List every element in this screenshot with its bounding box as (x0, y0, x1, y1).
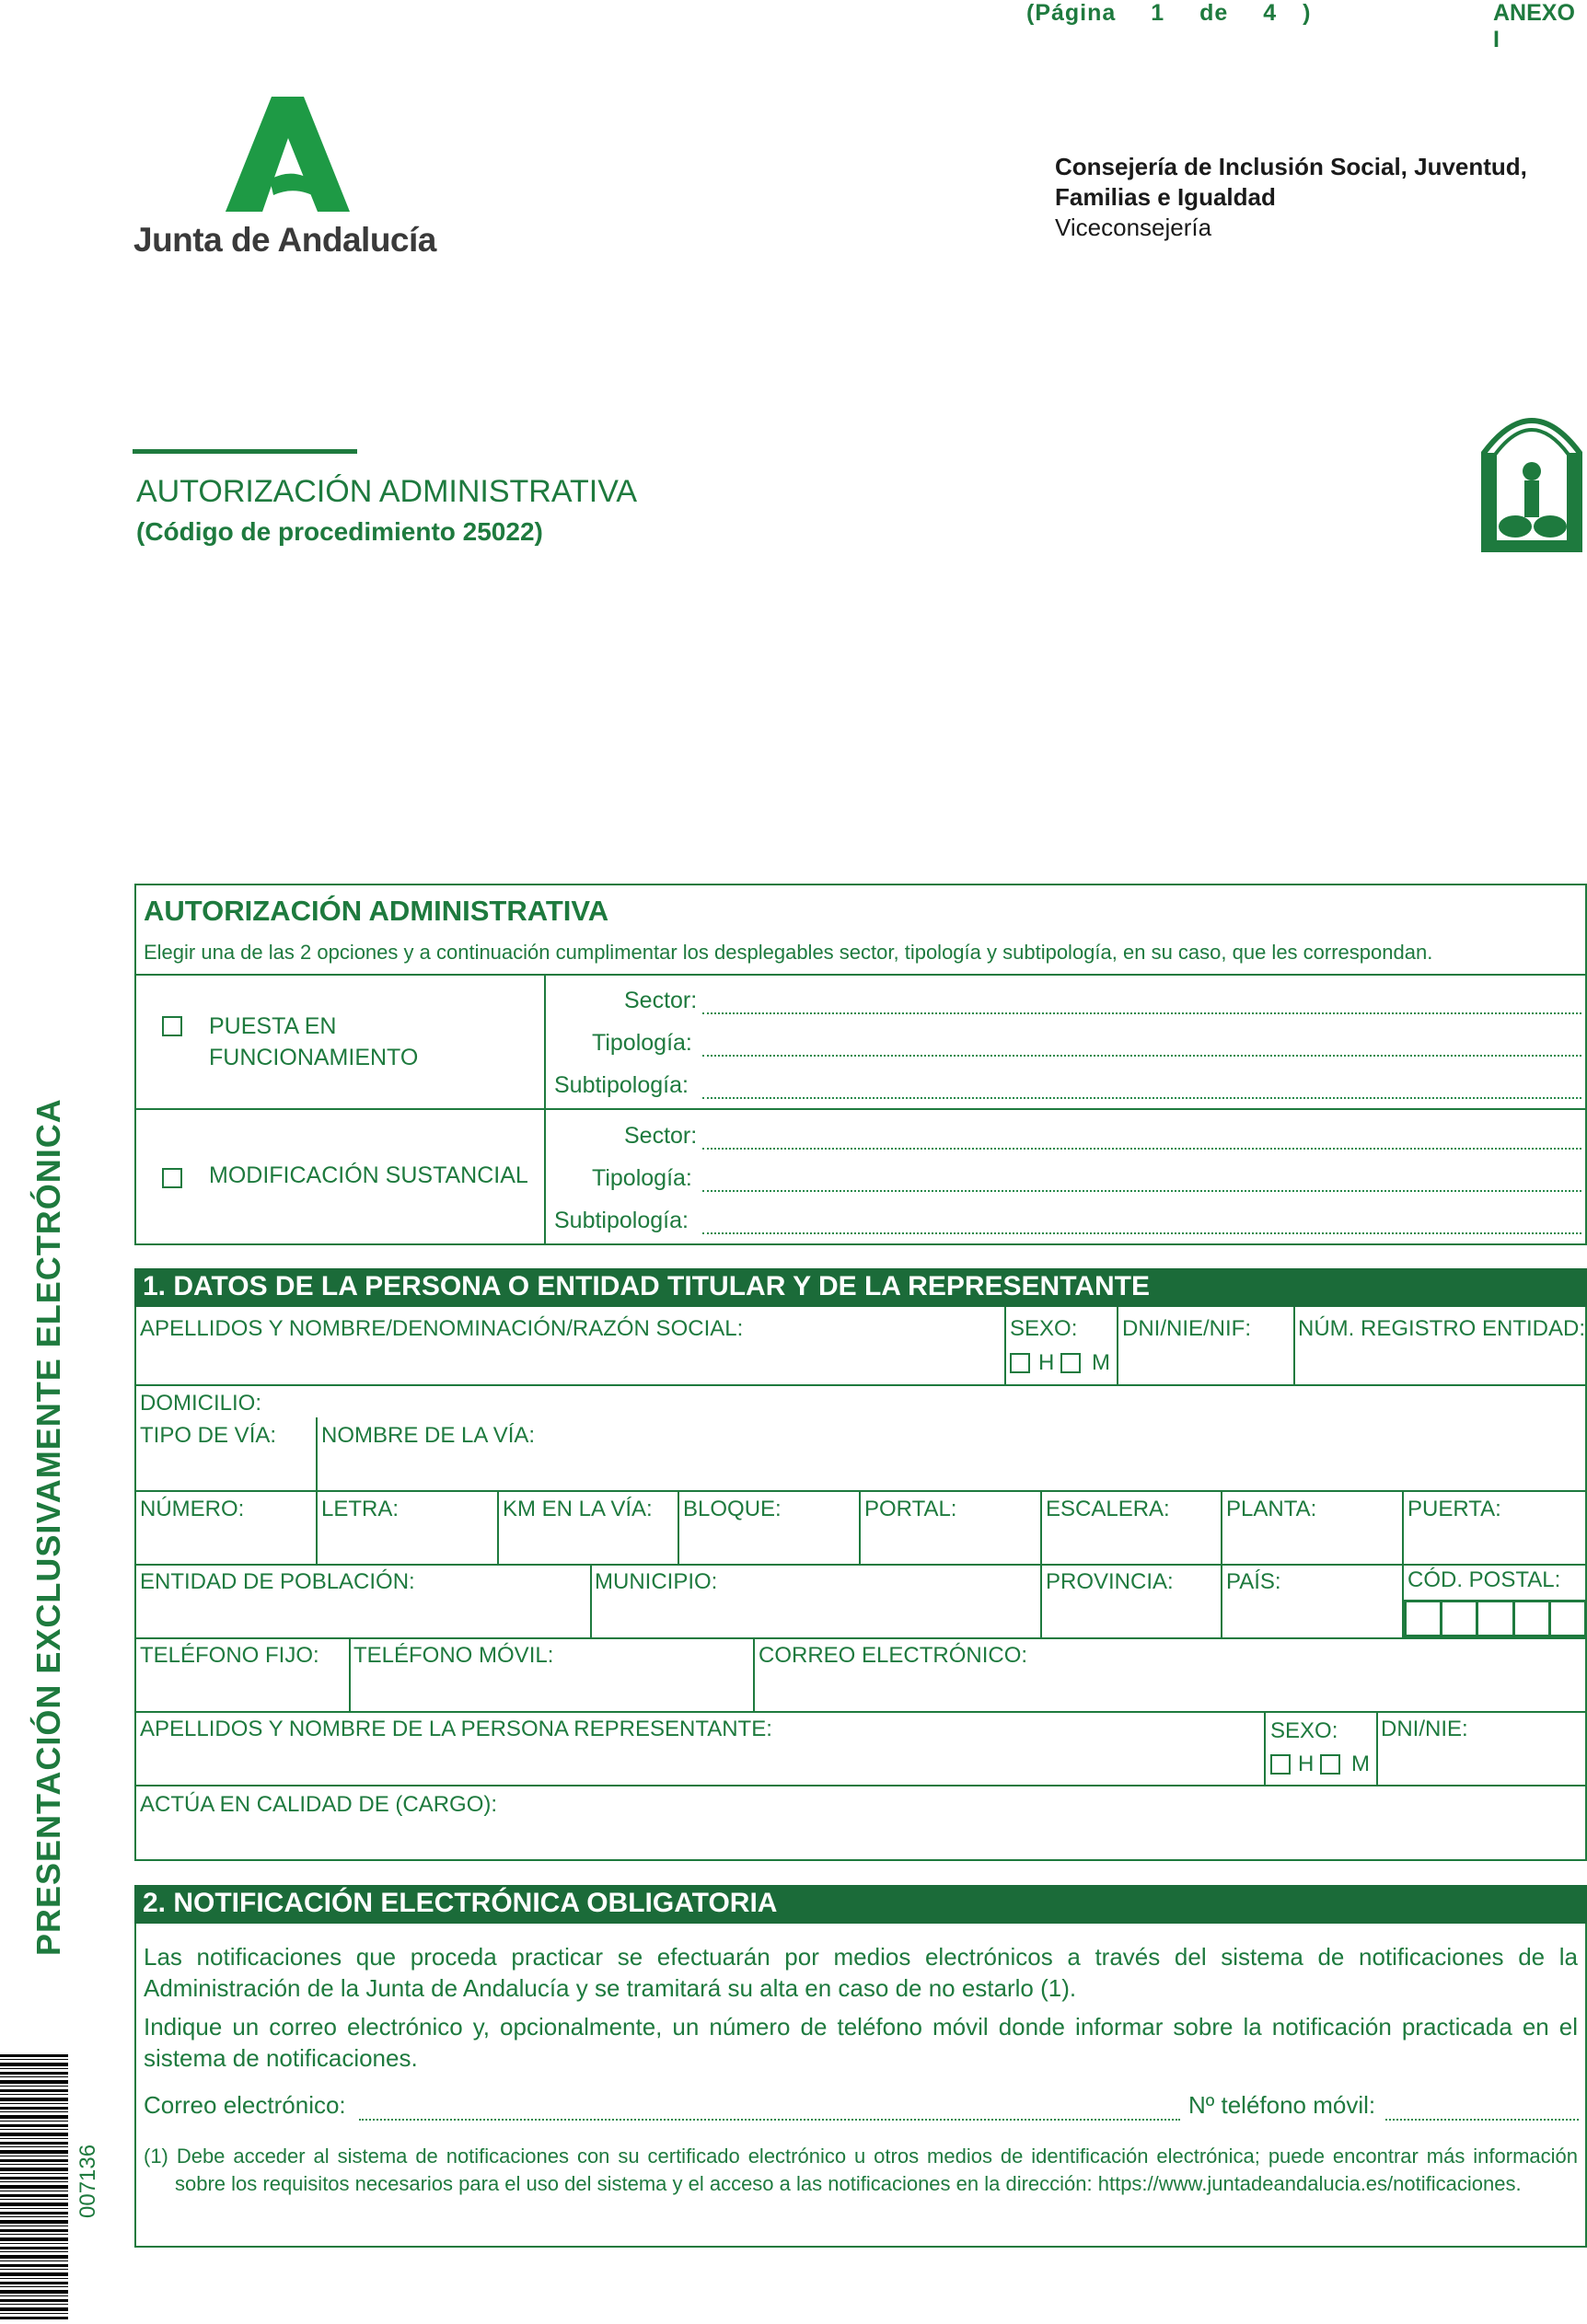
nombre-via-label: NOMBRE DE LA VÍA: (321, 1423, 536, 1448)
sexo-h-label: H (1038, 1350, 1055, 1375)
divider (1264, 1711, 1266, 1785)
authorization-instructions: Elegir una de las 2 opciones y a continuación cumplimentar los desplegables sector, tipología y subtipología, en su caso, que les correspondan. (144, 941, 1433, 964)
section-1-heading: 1. DATOS DE LA PERSONA O ENTIDAD TITULAR Y DE LA REPRESENTANTE (134, 1268, 1587, 1307)
entidad-label: ENTIDAD DE POBLACIÓN: (140, 1569, 415, 1594)
divider (316, 1490, 318, 1564)
divider (1402, 1490, 1404, 1564)
sector-dropdown[interactable] (702, 1146, 1581, 1150)
apellidos-label: APELLIDOS Y NOMBRE/DENOMINACIÓN/RAZÓN SOCIAL: (140, 1316, 744, 1341)
correo-label: CORREO ELECTRÓNICO: (759, 1643, 1028, 1668)
representante-dni-label: DNI/NIE: (1381, 1717, 1468, 1741)
tipologia-label: Tipología: (592, 1165, 692, 1191)
telefono-movil-label: TELÉFONO MÓVIL: (353, 1643, 554, 1668)
org-line-1: Consejería de Inclusión Social, Juventud, (1055, 153, 1527, 180)
divider (544, 974, 546, 1245)
page-suffix: ) (1303, 0, 1312, 26)
barcode-icon (0, 2054, 68, 2321)
divider (859, 1490, 861, 1564)
side-vertical-label: PRESENTACIÓN EXCLUSIVAMENTE ELECTRÓNICA (29, 1098, 67, 1956)
bloque-label: BLOQUE: (683, 1497, 782, 1521)
option-modificacion-label: MODIFICACIÓN SUSTANCIAL (209, 1162, 528, 1188)
document-subtitle: (Código de procedimiento 25022) (136, 517, 543, 546)
sector-label: Sector: (624, 988, 698, 1013)
cod-postal-input[interactable] (1404, 1600, 1587, 1637)
provincia-label: PROVINCIA: (1046, 1569, 1174, 1594)
logo-text: Junta de Andalucía (133, 221, 436, 259)
sexo-h-checkbox[interactable] (1010, 1353, 1030, 1373)
domicilio-label: DOMICILIO: (140, 1391, 262, 1416)
sector-label: Sector: (624, 1123, 698, 1149)
option-puesta-checkbox[interactable] (162, 1016, 182, 1036)
divider (134, 1711, 1587, 1713)
tipologia-dropdown[interactable] (702, 1188, 1581, 1192)
puerta-label: PUERTA: (1407, 1497, 1501, 1521)
cod-postal-digit[interactable] (1548, 1600, 1587, 1637)
divider (1221, 1490, 1222, 1564)
divider (134, 1108, 1587, 1110)
tipo-via-label: TIPO DE VÍA: (140, 1423, 277, 1448)
authorization-heading: AUTORIZACIÓN ADMINISTRATIVA (144, 895, 609, 927)
divider (590, 1564, 592, 1637)
divider (1040, 1564, 1042, 1637)
km-label: KM EN LA VÍA: (503, 1497, 653, 1521)
divider (134, 974, 1587, 976)
sexo-label: SEXO: (1010, 1316, 1078, 1341)
cod-postal-label: CÓD. POSTAL: (1407, 1567, 1561, 1592)
divider (1040, 1490, 1042, 1564)
numero-label: NÚMERO: (140, 1497, 245, 1521)
representante-sexo-m-checkbox[interactable] (1320, 1754, 1340, 1775)
divider (316, 1417, 318, 1491)
notification-email-input[interactable] (359, 2117, 1180, 2121)
divider (1376, 1711, 1378, 1785)
representante-sexo-h-checkbox[interactable] (1270, 1754, 1291, 1775)
municipio-label: MUNICIPIO: (595, 1569, 718, 1594)
page-of: de (1199, 0, 1229, 26)
divider (753, 1637, 755, 1711)
escalera-label: ESCALERA: (1046, 1497, 1170, 1521)
divider (1117, 1307, 1118, 1384)
cod-postal-digit[interactable] (1476, 1600, 1512, 1637)
document-title: AUTORIZACIÓN ADMINISTRATIVA (136, 474, 638, 509)
divider (134, 1384, 1587, 1386)
junta-andalucia-logo-icon (133, 92, 437, 221)
page-number: 1 (1151, 0, 1165, 26)
notification-mobile-input[interactable] (1385, 2117, 1579, 2121)
title-accent-line (133, 449, 357, 454)
divider (678, 1490, 679, 1564)
side-code: 007136 (75, 2144, 100, 2218)
divider (134, 1564, 1587, 1566)
section-2-heading: 2. NOTIFICACIÓN ELECTRÓNICA OBLIGATORIA (134, 1885, 1587, 1924)
andalucia-coat-of-arms-icon (1478, 398, 1585, 552)
tipologia-dropdown[interactable] (702, 1053, 1581, 1057)
subtipologia-label: Subtipología: (554, 1208, 689, 1233)
telefono-fijo-label: TELÉFONO FIJO: (140, 1643, 319, 1668)
portal-label: PORTAL: (864, 1497, 957, 1521)
representante-apellidos-label: APELLIDOS Y NOMBRE DE LA PERSONA REPRESENTANTE: (140, 1717, 772, 1741)
cod-postal-digit[interactable] (1512, 1600, 1548, 1637)
divider (1293, 1307, 1295, 1384)
org-line-3: Viceconsejería (1055, 214, 1212, 241)
num-registro-label: NÚM. REGISTRO ENTIDAD: (1298, 1316, 1586, 1341)
representante-sexo-label: SEXO: (1270, 1718, 1338, 1743)
divider (1004, 1307, 1006, 1384)
notification-email-label: Correo electrónico: (144, 2091, 346, 2119)
organisation-block (1055, 152, 1527, 243)
sector-dropdown[interactable] (702, 1011, 1581, 1014)
subtipologia-dropdown[interactable] (702, 1231, 1581, 1234)
divider (134, 1490, 1587, 1492)
notification-mobile-label: Nº teléfono móvil: (1188, 2091, 1376, 2119)
option-puesta-line1: PUESTA EN (209, 1013, 337, 1039)
pais-label: PAÍS: (1226, 1569, 1281, 1594)
tipologia-label: Tipología: (592, 1030, 692, 1056)
notification-paragraph-2: Indique un correo electrónico y, opcionalmente, un número de teléfono móvil donde informar sobre la notificación practicada en el sistema de notificaciones. (144, 2013, 1578, 2072)
cod-postal-digit[interactable] (1440, 1600, 1476, 1637)
option-modificacion-checkbox[interactable] (162, 1168, 182, 1188)
annex-label: ANEXO I (1493, 0, 1575, 52)
page-total: 4 (1263, 0, 1278, 26)
dni-nif-label: DNI/NIE/NIF: (1122, 1316, 1252, 1341)
page-indicator (1026, 0, 1311, 27)
org-line-2: Familias e Igualdad (1055, 183, 1276, 211)
divider (349, 1637, 351, 1711)
option-puesta-label (209, 1011, 418, 1073)
representante-sexo-h-label: H (1298, 1752, 1315, 1776)
representante-sexo-m-label: M (1351, 1752, 1370, 1776)
cargo-label: ACTÚA EN CALIDAD DE (CARGO): (140, 1792, 498, 1817)
notification-footnote: (1) Debe acceder al sistema de notificaciones con su certificado electrónico u otros medios de identificación electrónica; puede encontrar más información sobre los requisitos necesarios para el uso del sistema y el acceso a las notificaciones en la dirección: https://www.juntadeandalucia.es/notificaciones. (144, 2145, 1578, 2195)
notification-paragraph-1: Las notificaciones que proceda practicar se efectuarán por medios electrónicos a través del sistema de notificaciones de la Administración de la Junta de Andalucía y se tramitará su alta en caso de no estarlo (1). (144, 1943, 1578, 2002)
cod-postal-digit[interactable] (1404, 1600, 1440, 1637)
sexo-m-checkbox[interactable] (1060, 1353, 1081, 1373)
junta-andalucia-logo (133, 92, 437, 267)
divider (1221, 1564, 1222, 1637)
divider (134, 1785, 1587, 1786)
subtipologia-dropdown[interactable] (702, 1095, 1581, 1099)
subtipologia-label: Subtipología: (554, 1072, 689, 1098)
page-prefix: (Página (1026, 0, 1117, 26)
letra-label: LETRA: (321, 1497, 400, 1521)
divider (134, 1637, 1587, 1639)
sexo-m-label: M (1092, 1350, 1110, 1375)
option-puesta-line2: FUNCIONAMIENTO (209, 1045, 419, 1070)
planta-label: PLANTA: (1226, 1497, 1317, 1521)
divider (497, 1490, 499, 1564)
